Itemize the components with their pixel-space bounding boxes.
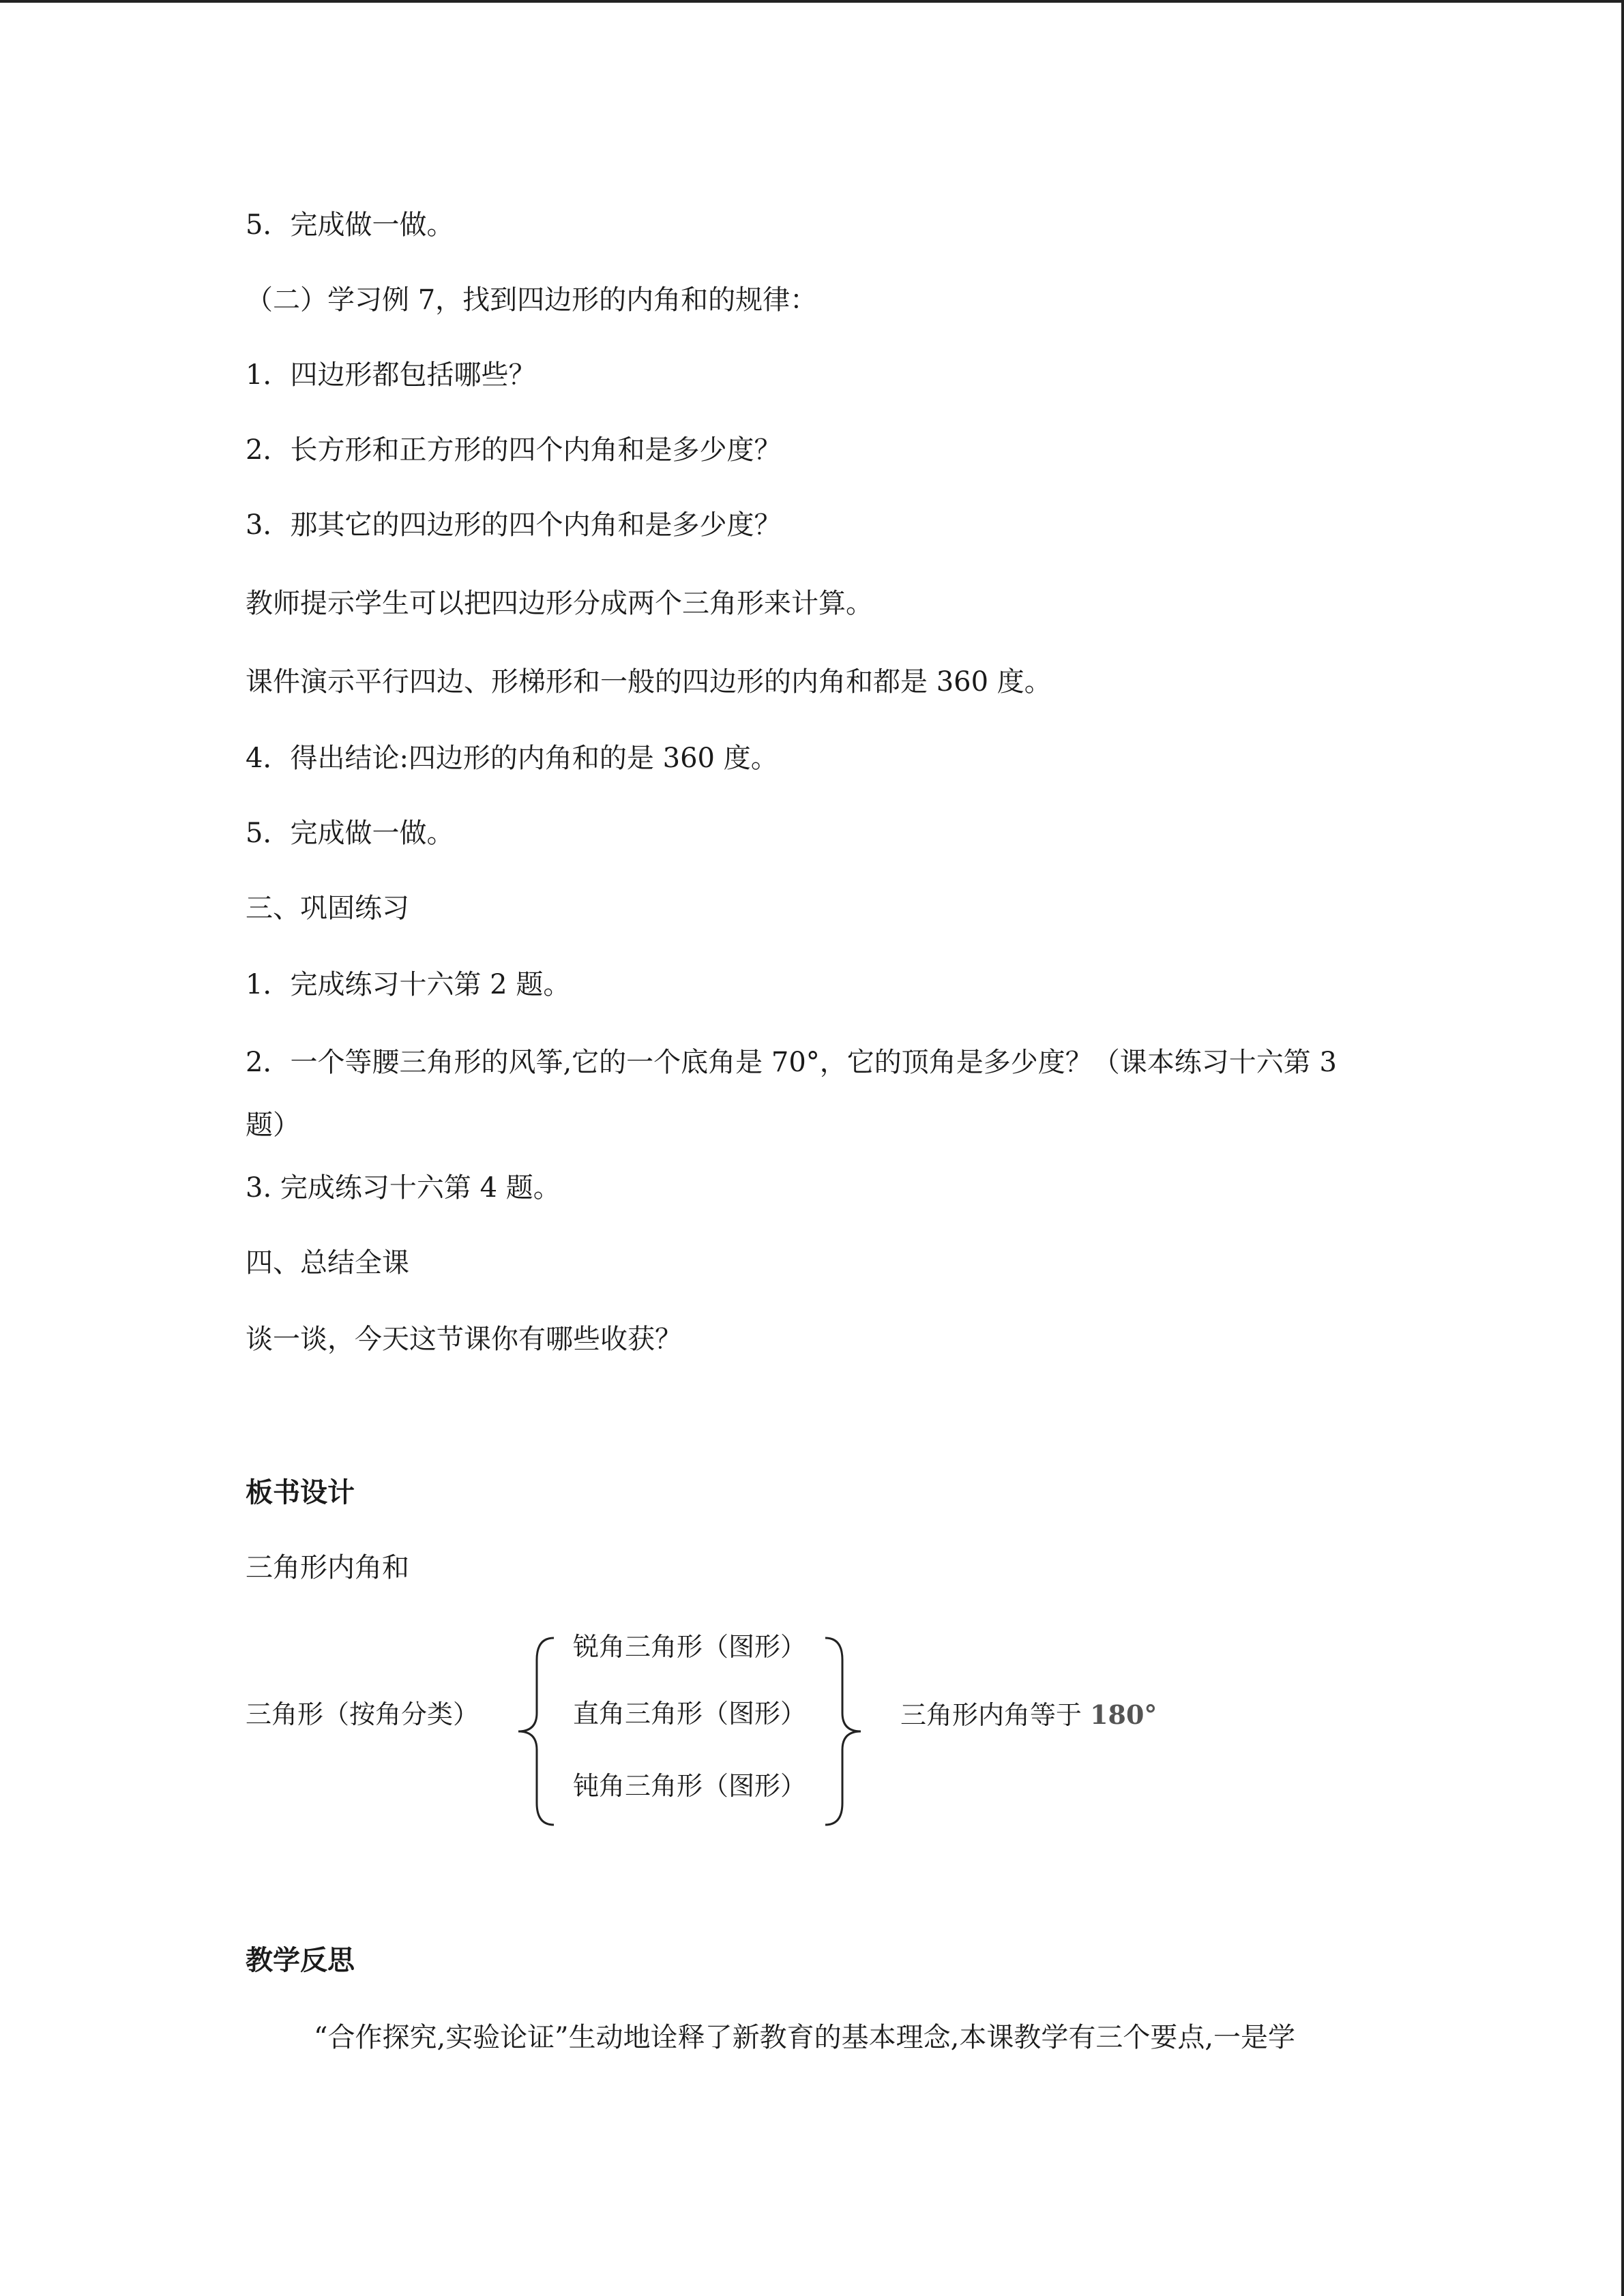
text-line: 2．长方形和正方形的四个内角和是多少度？	[246, 434, 782, 466]
text-line: （二）学习例 7，找到四边形的内角和的规律：	[246, 284, 818, 316]
board-conclusion	[900, 1698, 1157, 1732]
text-line: 1．四边形都包括哪些？	[246, 359, 536, 391]
board-item: 直角三角形（图形）	[573, 1699, 807, 1729]
board-heading: 板书设计	[246, 1477, 355, 1508]
text-line: 2．一个等腰三角形的风筝,它的一个底角是 70°，它的顶角是多少度？（课本练习十六第 3 题）	[246, 1047, 1337, 1141]
board-item: 锐角三角形（图形）	[573, 1632, 807, 1662]
text-line: 5．完成做一做。	[246, 818, 454, 849]
text-line: 1．完成练习十六第 2 题。	[246, 969, 571, 1000]
conclusion-value: 180°	[1090, 1699, 1157, 1730]
text-line: 3. 完成练习十六第 4 题。	[246, 1172, 561, 1204]
reflection-heading: 教学反思	[246, 1945, 355, 1976]
text-line: 4．得出结论:四边形的内角和的是 360 度。	[246, 743, 778, 774]
board-subtitle: 三角形内角和	[246, 1552, 409, 1583]
text-line: 5．完成做一做。	[246, 209, 454, 241]
text-line: 教师提示学生可以把四边形分成两个三角形来计算。	[246, 588, 873, 619]
text-line: 谈一谈，今天这节课你有哪些收获？	[246, 1324, 682, 1355]
conclusion-text: 三角形内角等于	[900, 1700, 1082, 1730]
section-heading: 三、巩固练习	[246, 893, 409, 924]
reflection-paragraph: “合作探究,实验论证”生动地诠释了新教育的基本理念,本课教学有三个要点,一是学	[314, 2022, 1296, 2053]
left-brace	[513, 1632, 561, 1830]
section-heading: 四、总结全课	[246, 1247, 409, 1279]
text-line: 3．那其它的四边形的四个内角和是多少度？	[246, 509, 782, 541]
right-brace	[818, 1632, 866, 1830]
classification-label: 三角形（按角分类）	[246, 1699, 479, 1729]
text-line: 课件演示平行四边、形梯形和一般的四边形的内角和都是 360 度。	[246, 666, 1052, 698]
board-item: 钝角三角形（图形）	[573, 1771, 807, 1801]
